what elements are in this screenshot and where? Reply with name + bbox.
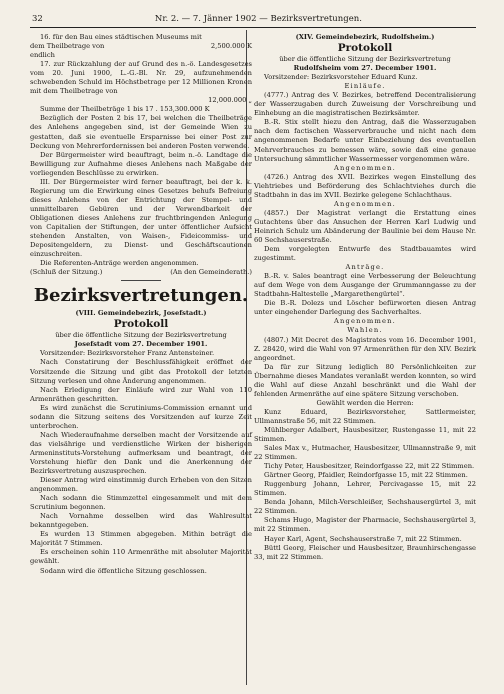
name-7: Benda Johann, Milch-Verschleißer, Sechshausergürtel 3, mit 22 Stimmen. bbox=[254, 498, 476, 516]
closing-right: (An den Gemeinderath.) bbox=[170, 268, 252, 277]
section-rule bbox=[121, 280, 161, 281]
left-column bbox=[30, 33, 252, 576]
ang3: Angenommen. bbox=[334, 317, 396, 326]
chair: Vorsitzender: Bezirksvorsteher Franz Antensteiner. bbox=[40, 349, 215, 358]
closing-row bbox=[30, 268, 252, 277]
heading-einlaeufe: Einläufe. bbox=[344, 82, 386, 91]
r2: B.-R. Stix stellt hiezu den Antrag, daß die Wasserzugaben nach dem factischen Wasserverbrauche und nicht nach dem angenommenen Bedarfe unter Einbeziehung des eventuellen Mehrverbrauches zu bemessen wäre, sowie daß eine genaue Untersuchung sämmtlicher Wassermesser vorgenommen wäre. bbox=[254, 118, 476, 163]
name-2: Mühlberger Adalbert, Hausbesitzer, Rustengasse 11, mit 22 Stimmen. bbox=[254, 425, 476, 444]
q5: Dieser Antrag wird einstimmig durch Erheben von den Sitzen angenommen. bbox=[30, 476, 252, 494]
item-17-amount: 12,000.000 „ bbox=[208, 96, 252, 105]
name-8: Schams Hugo, Magister der Pharmacie, Sechshausergürtel 3, mit 22 Stimmen. bbox=[254, 516, 476, 534]
r1: (4777.) Antrag des V. Bezirkes, betreffend Decentralisierung der Wasserzugaben durch Zuweisung der Vorschreibung und Einhebung an die magistratischen Bezirksämter. bbox=[254, 91, 476, 118]
q1: Nach Constatirung der Beschlussfähigkeit eröffnet der Vorsitzende die Sitzung und gibt das Protokoll der letzten Sitzung verlesen und ohne Änderung angenommen. bbox=[30, 358, 252, 385]
protocol-title: Protokoll bbox=[113, 318, 169, 331]
q10: Sodann wird die öffentliche Sitzung geschlossen. bbox=[40, 566, 207, 575]
r7: Die B.-R. Dolezs und Löscher befürworten diesen Antrag unter eingehender Darlegung des Sachverhaltes. bbox=[254, 299, 476, 317]
district-title-2: (XIV. Gemeindebezirk, Rudolfsheim.) bbox=[295, 33, 435, 41]
q9: Es erscheinen sohin 110 Armenräthe mit absoluter Majorität gewählt. bbox=[30, 548, 252, 566]
name-10: Büttl Georg, Fleischer und Hausbesitzer, Braunhirschengasse 33, mit 22 Stimmen. bbox=[254, 543, 476, 561]
ang1: Angenommen. bbox=[334, 163, 396, 172]
name-5: Gärtner Georg, Pfaidler, Reindorfgasse 15, mit 22 Stimmen. bbox=[264, 471, 468, 480]
paragraph-posten: Bezüglich der Posten 2 bis 17, bei welchen die Theilbeträge des Anlehens angegeben sind, ist der Gemeinde Wien zu gestatten, daß sie eventuelle Ersparnisse bei einer Post zur Deckung von Mehrerfordernissen bei anderen Posten verwende. bbox=[30, 114, 252, 150]
right-column bbox=[254, 33, 476, 562]
item-16: 16. für den Bau eines städtischen Museums mit bbox=[40, 33, 202, 41]
page-number: 32 bbox=[32, 14, 43, 24]
protocol-title-2: Protokoll bbox=[337, 42, 393, 55]
header-rule bbox=[30, 27, 476, 28]
r6: B.-R. v. Sales beantragt eine Verbesserung der Beleuchtung auf dem Wege von dem Ausgange der Grummanngasse zu der Stadtbahn-Haltestelle „Margarethengürtel“. bbox=[254, 272, 476, 299]
protocol-sub2: Josefstadt vom 27. December 1901. bbox=[74, 340, 208, 349]
chair-2: Vorsitzender: Bezirksvorsteher Eduard Kunz. bbox=[264, 73, 418, 82]
q4: Nach Wiederaufnahme derselben macht der Vorsitzende auf das vielsährige und verdienstliche Wirken der bisherigen Armeninstituts-Vorstehung aufmerksam und beantragt, der Vorstehung hiefür den Dank und die Anerkennung der Bezirksvertretung auszusprechen. bbox=[30, 430, 252, 476]
q3: Es wird zunächst die Scrutiniums-Commission ernannt und sodann die Sitzung seitens des Vorsitzenden auf kurze Zeit unterbrochen. bbox=[30, 403, 252, 430]
name-4: Tichy Peter, Hausbesitzer, Reindorfgasse 22, mit 22 Stimmen. bbox=[264, 462, 475, 471]
item-16-amount-row bbox=[30, 42, 252, 51]
endlich: endlich bbox=[30, 51, 55, 60]
name-1: Kunz Eduard, Bezirksvorsteher, Sattlermeister, Ullmannstraße 56, mit 22 Stimmen. bbox=[254, 407, 476, 425]
sum-line: Summe der Theilbeträge 1 bis 17 . 153,300.000 K bbox=[40, 105, 210, 114]
gewaehlt: Gewählt werden die Herren: bbox=[316, 398, 414, 407]
name-3: Sales Max v., Hutmacher, Hausbesitzer, Ullmannstraße 9, mit 22 Stimmen. bbox=[254, 444, 476, 462]
item-17: 17. zur Rückzahlung der auf Grund des n.-ö. Landesgesetzes vom 20. Juni 1900, L.-G.-Bl. Nr. 29, aufzunehmenden schwebenden Schuld im Höchstbetrage per 12 Millionen Kronen mit dem Theilbetrage von bbox=[30, 60, 252, 96]
r8: (4807.) Mit Decret des Magistrates vom 16. December 1901, Z. 28420, wird die Wahl von 97 Armenräthen für den XIV. Bezirk angeordnet. bbox=[254, 335, 476, 362]
paragraph-regierung: III. Der Bürgermeister wird ferner beauftragt, bei der k. k. Regierung um die Erwirkung eines Gesetzes behufs Befreiung dieses Anlehens von der Entrichtung der Stempel- und unmittelbaren Gebüren und der Verwendbarkeit der Obligationen dieses Anlehens zur fruchtbringenden Anlegung von Capitalien der Stiftungen, der unter öffentlicher Aufsicht stehenden Anstalten, von Waisen-, Fideicommiss- und Depositengeldern, zu Dienst- und Geschäftscautionen einzuschreiten. bbox=[30, 177, 252, 259]
r4: (4857.) Der Magistrat verlangt die Erstattung eines Gutachtens über das Ansuchen der Herren Karl Ludwig und Heinrich Schulz um Abänderung der Baulinie bei dem Hause Nr. 60 Sechshauserstraße. bbox=[254, 208, 476, 244]
item-16-amount: 2,500.000 K bbox=[210, 42, 252, 51]
q6: Nach sodann die Stimmzettel eingesammelt und mit dem Scrutinium begonnen. bbox=[30, 494, 252, 512]
name-6: Ruggenburg Johann, Lehrer, Percivagasse 15, mit 22 Stimmen. bbox=[254, 480, 476, 498]
r9: Da für zur Sitzung lediglich 80 Persönlichkeiten zur Übernahme dieses Mandates veranlaßt werden konnten, so wird die Wahl auf diese Anzahl beschränkt und die Wahl der fehlenden Armenräthe auf eine spätere Sitzung verschoben. bbox=[254, 362, 476, 398]
header-title: Nr. 2. — 7. Jänner 1902 — Bezirksvertretungen. bbox=[154, 14, 362, 24]
q2: Nach Erledigung der Einläufe wird zur Wahl von 110 Armenräthen geschritten. bbox=[30, 385, 252, 403]
closing-left: (Schluß der Sitzung.) bbox=[30, 268, 103, 277]
name-9: Hayer Karl, Agent, Sechshauserstraße 7, mit 22 Stimmen. bbox=[264, 534, 462, 543]
ang2: Angenommen. bbox=[334, 199, 396, 208]
paragraph-antraege: Die Referenten-Anträge werden angenommen. bbox=[40, 259, 199, 268]
section-masthead: Bezirksvertretungen. bbox=[33, 285, 249, 307]
protocol-sub2-2: Rudolfsheim vom 27. December 1901. bbox=[293, 64, 437, 73]
protocol-sub1: über die öffentliche Sitzung der Bezirksvertretung bbox=[55, 331, 227, 340]
heading-antraege: Anträge. bbox=[345, 263, 385, 272]
page-header bbox=[32, 12, 474, 26]
q8: Es wurden 13 Stimmen abgegeben. Mithin beträgt die Majorität 7 Stimmen. bbox=[30, 530, 252, 548]
item-16-label: dem Theilbetrage von bbox=[30, 42, 105, 51]
district-title: (VIII. Gemeindebezirk, Josefstadt.) bbox=[75, 309, 207, 318]
r3: (4726.) Antrag des XVII. Bezirkes wegen Einstellung des Viehtriebes und Beförderung des Schlachtviehes durch die Stadtbahn in das im XVII. Bezirke gelegene Schlachthaus. bbox=[254, 172, 476, 199]
q7: Nach Vornahme desselben wird das Wahlresultat bekanntgegeben. bbox=[30, 512, 252, 530]
protocol-sub1-2: über die öffentliche Sitzung der Bezirksvertretung bbox=[279, 55, 451, 64]
paragraph-landtag: Der Bürgermeister wird beauftragt, beim n.-ö. Landtage die Bewilligung zur Aufnahme dieses Anlehens nach Maßgabe der vorliegenden Beschlüsse zu erwirken. bbox=[30, 150, 252, 177]
heading-wahlen: Wahlen. bbox=[347, 326, 383, 335]
r5: Dem vorgelegten Entwurfe des Stadtbauamtes wird zugestimmt. bbox=[254, 245, 476, 263]
